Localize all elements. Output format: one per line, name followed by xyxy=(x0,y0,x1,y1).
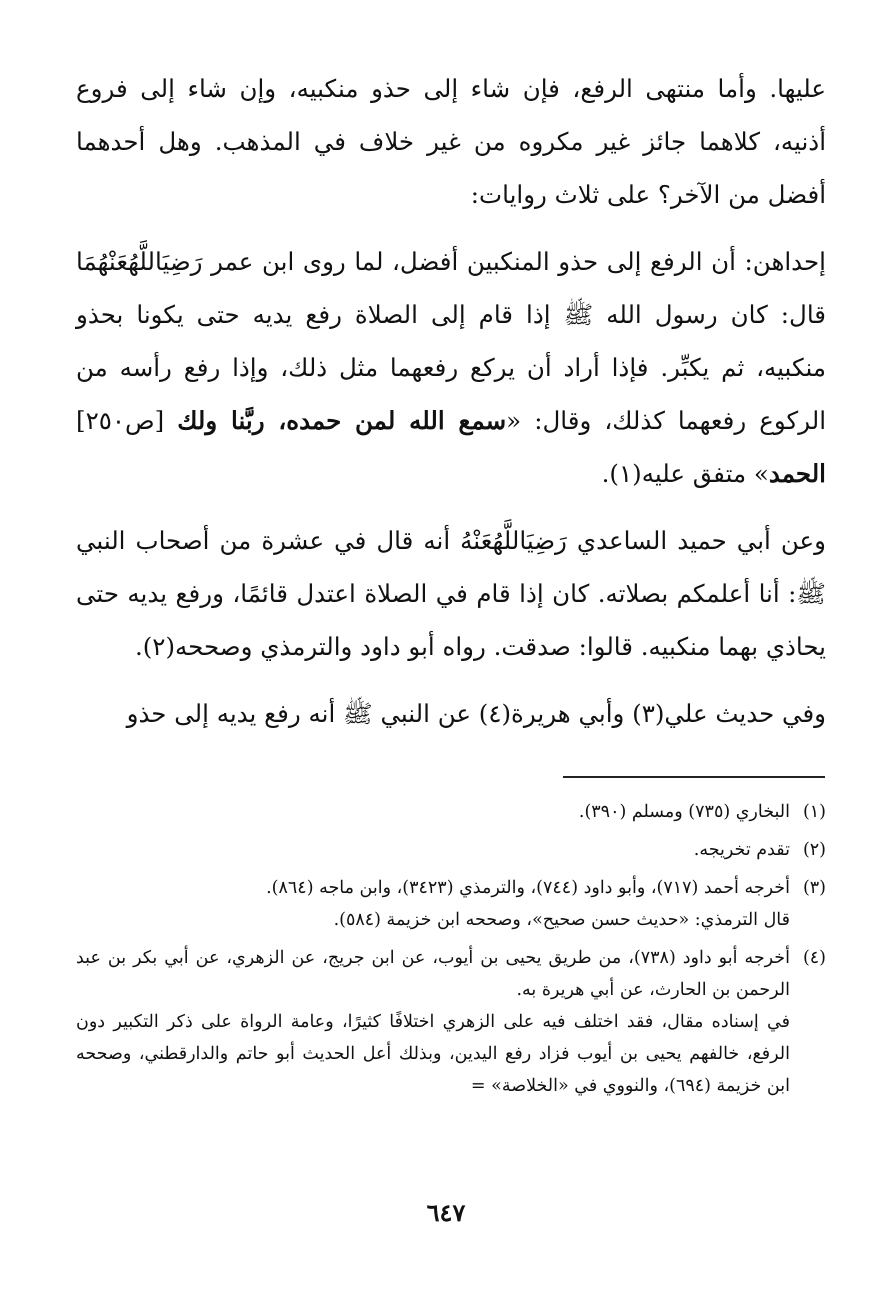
footnote-body xyxy=(76,834,790,866)
footnote-3 xyxy=(76,872,826,936)
paragraph-1 xyxy=(76,62,826,221)
main-text xyxy=(76,62,826,740)
footnotes xyxy=(76,796,826,1108)
paragraph-3 xyxy=(76,514,826,673)
footnote-number: (٣) xyxy=(802,878,826,898)
footnote-body xyxy=(76,796,790,828)
footnote-line: تقدم تخريجه. xyxy=(693,840,790,860)
hadith-quote-bold: الحمد xyxy=(768,459,826,488)
footnote-number: (١) xyxy=(802,802,826,822)
footnote-1 xyxy=(76,796,826,828)
paragraph-text: وعن أبي حميد الساعدي رَضِيَاللَّهُعَنْهُ أنه قال في عشرة من أصحاب النبي ﷺ: أنا أعلمكم بصلاته. كان إذا قام في الصلاة اعتدل قائمًا، ورفع يديه حتى يحاذي بهما منكبيه. قالوا: صدقت. رواه أبو داود والترمذي وصححه(٢). xyxy=(76,526,826,661)
paragraph-text: عليها. وأما منتهى الرفع، فإن شاء إلى حذو منكبيه، وإن شاء إلى فروع أذنيه، كلاهما جائز غير مكروه من غير خلاف في المذهب. وهل أحدهما أفضل من الآخر؟ على ثلاث روايات: xyxy=(76,74,826,209)
footnote-number: (٢) xyxy=(802,840,826,860)
footnote-line: قال الترمذي: «حديث حسن صحيح»، وصححه ابن خزيمة (٥٨٤). xyxy=(333,910,790,930)
footnote-separator xyxy=(563,776,825,778)
paragraph-4 xyxy=(76,687,826,740)
footnote-line: أخرجه أحمد (٧١٧)، وأبو داود (٧٤٤)، والترمذي (٣٤٢٣)، وابن ماجه (٨٦٤). xyxy=(266,878,790,898)
footnote-line: أخرجه أبو داود (٧٣٨)، من طريق يحيى بن أيوب، عن ابن جريج، عن الزهري، عن أبي بكر بن عبد الرحمن بن الحارث، عن أبي هريرة به. xyxy=(76,948,790,1000)
paragraph-text: وفي حديث علي(٣) وأبي هريرة(٤) عن النبي ﷺ أنه رفع يديه إلى حذو xyxy=(126,699,826,728)
footnote-line: في إسناده مقال، فقد اختلف فيه على الزهري اختلافًا كثيرًا، وعامة الرواة على ذكر التكبير دون الرفع، خالفهم يحيى بن أيوب فزاد رفع اليدين، وبذلك أعل الحديث أبو حاتم والدارقطني، وصححه ابن خزيمة (٦٩٤)، والنووي في «الخلاصة» = xyxy=(76,1012,790,1096)
footnote-body xyxy=(76,872,790,936)
footnote-line: البخاري (٧٣٥) ومسلم (٣٩٠). xyxy=(578,802,790,822)
page-reference: [ص٢٥٠] xyxy=(76,406,178,435)
footnote-2 xyxy=(76,834,826,866)
hadith-quote-bold: سمع الله لمن حمده، ربَّنا ولك xyxy=(177,406,507,435)
footnote-4 xyxy=(76,942,826,1102)
footnote-body xyxy=(76,942,790,1102)
footnote-number: (٤) xyxy=(802,948,826,968)
paragraph-text: إحداهن: أن الرفع إلى حذو المنكبين أفضل، لما روى ابن عمر رَضِيَاللَّهُعَنْهُمَا قال: كان رسول الله ﷺ إذا قام إلى الصلاة رفع يديه حتى يكونا بحذو منكبيه، ثم يكبِّر. فإذا أراد أن يركع رفعهما مثل ذلك، وإذا رفع رأسه من الركوع رفعهما كذلك، وقال: « xyxy=(76,247,827,435)
paragraph-2 xyxy=(76,235,826,500)
paragraph-text: » متفق عليه(١). xyxy=(601,459,769,488)
page-number: ٦٤٧ xyxy=(426,1198,466,1227)
